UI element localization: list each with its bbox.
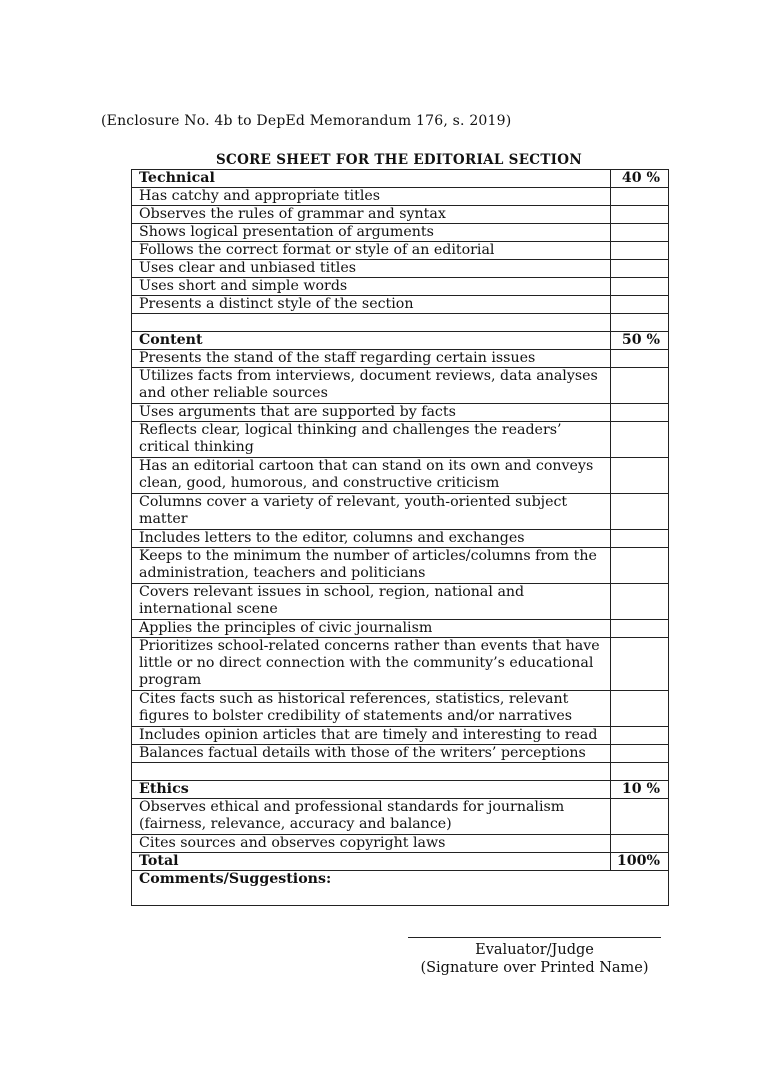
criterion-text: Applies the principles of civic journalism xyxy=(132,620,611,638)
score-cell[interactable] xyxy=(611,368,669,404)
comments-label: Comments/Suggestions: xyxy=(132,871,669,906)
criterion-row xyxy=(132,727,669,745)
criterion-row xyxy=(132,638,669,691)
criterion-text: Uses clear and unbiased titles xyxy=(132,260,611,278)
enclosure-note: (Enclosure No. 4b to DepEd Memorandum 176, s. 2019) xyxy=(101,113,512,129)
criterion-row xyxy=(132,188,669,206)
score-cell[interactable] xyxy=(611,242,669,260)
score-cell[interactable] xyxy=(611,727,669,745)
criterion-text: Covers relevant issues in school, region, national and international scene xyxy=(132,584,611,620)
score-cell[interactable] xyxy=(611,745,669,763)
score-cell[interactable] xyxy=(611,404,669,422)
score-cell[interactable] xyxy=(611,278,669,296)
criterion-row xyxy=(132,260,669,278)
criterion-text: Has an editorial cartoon that can stand on its own and conveys clean, good, humorous, and constructive criticism xyxy=(132,458,611,494)
section-header-technical xyxy=(132,170,669,188)
criterion-row xyxy=(132,458,669,494)
criterion-text: Uses arguments that are supported by facts xyxy=(132,404,611,422)
score-cell[interactable] xyxy=(611,584,669,620)
score-cell[interactable] xyxy=(611,188,669,206)
spacer-row xyxy=(132,763,669,781)
score-cell[interactable] xyxy=(611,260,669,278)
criterion-row xyxy=(132,278,669,296)
total-row xyxy=(132,853,669,871)
criterion-text: Columns cover a variety of relevant, youth-oriented subject matter xyxy=(132,494,611,530)
score-cell[interactable] xyxy=(611,638,669,691)
section-header-ethics xyxy=(132,781,669,799)
criterion-text: Presents the stand of the staff regarding certain issues xyxy=(132,350,611,368)
score-sheet-table xyxy=(131,169,669,906)
criterion-row xyxy=(132,799,669,835)
score-cell[interactable] xyxy=(611,206,669,224)
score-cell[interactable] xyxy=(611,296,669,314)
criterion-text: Observes ethical and professional standards for journalism (fairness, relevance, accuracy and balance) xyxy=(132,799,611,835)
score-cell[interactable] xyxy=(611,620,669,638)
section-label: Ethics xyxy=(132,781,611,799)
criterion-text: Has catchy and appropriate titles xyxy=(132,188,611,206)
score-cell[interactable] xyxy=(611,422,669,458)
section-label: Technical xyxy=(132,170,611,188)
signature-role: Evaluator/Judge xyxy=(475,942,594,958)
criterion-text: Uses short and simple words xyxy=(132,278,611,296)
score-cell[interactable] xyxy=(611,224,669,242)
criterion-row xyxy=(132,242,669,260)
criterion-text: Prioritizes school-related concerns rather than events that have little or no direct connection with the community’s educational program xyxy=(132,638,611,691)
total-percent: 100% xyxy=(611,853,669,871)
score-cell[interactable] xyxy=(611,835,669,853)
criterion-row xyxy=(132,368,669,404)
criterion-text: Utilizes facts from interviews, document reviews, data analyses and other reliable sources xyxy=(132,368,611,404)
criterion-row xyxy=(132,404,669,422)
criterion-row xyxy=(132,494,669,530)
criterion-row xyxy=(132,584,669,620)
criterion-row xyxy=(132,422,669,458)
criterion-text: Observes the rules of grammar and syntax xyxy=(132,206,611,224)
criterion-row xyxy=(132,620,669,638)
criterion-row xyxy=(132,206,669,224)
criterion-row xyxy=(132,530,669,548)
signature-caption: (Signature over Printed Name) xyxy=(420,960,649,976)
score-sheet-title: SCORE SHEET FOR THE EDITORIAL SECTION xyxy=(215,152,582,168)
criterion-row xyxy=(132,296,669,314)
score-cell[interactable] xyxy=(611,458,669,494)
spacer-row xyxy=(132,314,669,332)
criterion-text: Includes letters to the editor, columns and exchanges xyxy=(132,530,611,548)
criterion-row xyxy=(132,835,669,853)
score-cell[interactable] xyxy=(611,494,669,530)
total-label: Total xyxy=(132,853,611,871)
signature-line xyxy=(408,937,661,938)
criterion-text: Cites facts such as historical references, statistics, relevant figures to bolster credibility of statements and/or narratives xyxy=(132,691,611,727)
criterion-row xyxy=(132,224,669,242)
section-percent: 40 % xyxy=(611,170,669,188)
criterion-text: Includes opinion articles that are timely and interesting to read xyxy=(132,727,611,745)
criterion-text: Presents a distinct style of the section xyxy=(132,296,611,314)
section-percent: 50 % xyxy=(611,332,669,350)
score-cell[interactable] xyxy=(611,691,669,727)
criterion-row xyxy=(132,691,669,727)
criterion-text: Reflects clear, logical thinking and challenges the readers’ critical thinking xyxy=(132,422,611,458)
criterion-text: Balances factual details with those of the writers’ perceptions xyxy=(132,745,611,763)
criterion-row xyxy=(132,350,669,368)
score-cell[interactable] xyxy=(611,799,669,835)
score-cell[interactable] xyxy=(611,548,669,584)
criterion-text: Keeps to the minimum the number of articles/columns from the administration, teachers and politicians xyxy=(132,548,611,584)
criterion-text: Follows the correct format or style of an editorial xyxy=(132,242,611,260)
criterion-text: Shows logical presentation of arguments xyxy=(132,224,611,242)
comments-row[interactable] xyxy=(132,871,669,906)
section-label: Content xyxy=(132,332,611,350)
score-cell[interactable] xyxy=(611,530,669,548)
section-header-content xyxy=(132,332,669,350)
criterion-row xyxy=(132,548,669,584)
section-percent: 10 % xyxy=(611,781,669,799)
score-cell[interactable] xyxy=(611,350,669,368)
criterion-text: Cites sources and observes copyright laws xyxy=(132,835,611,853)
criterion-row xyxy=(132,745,669,763)
